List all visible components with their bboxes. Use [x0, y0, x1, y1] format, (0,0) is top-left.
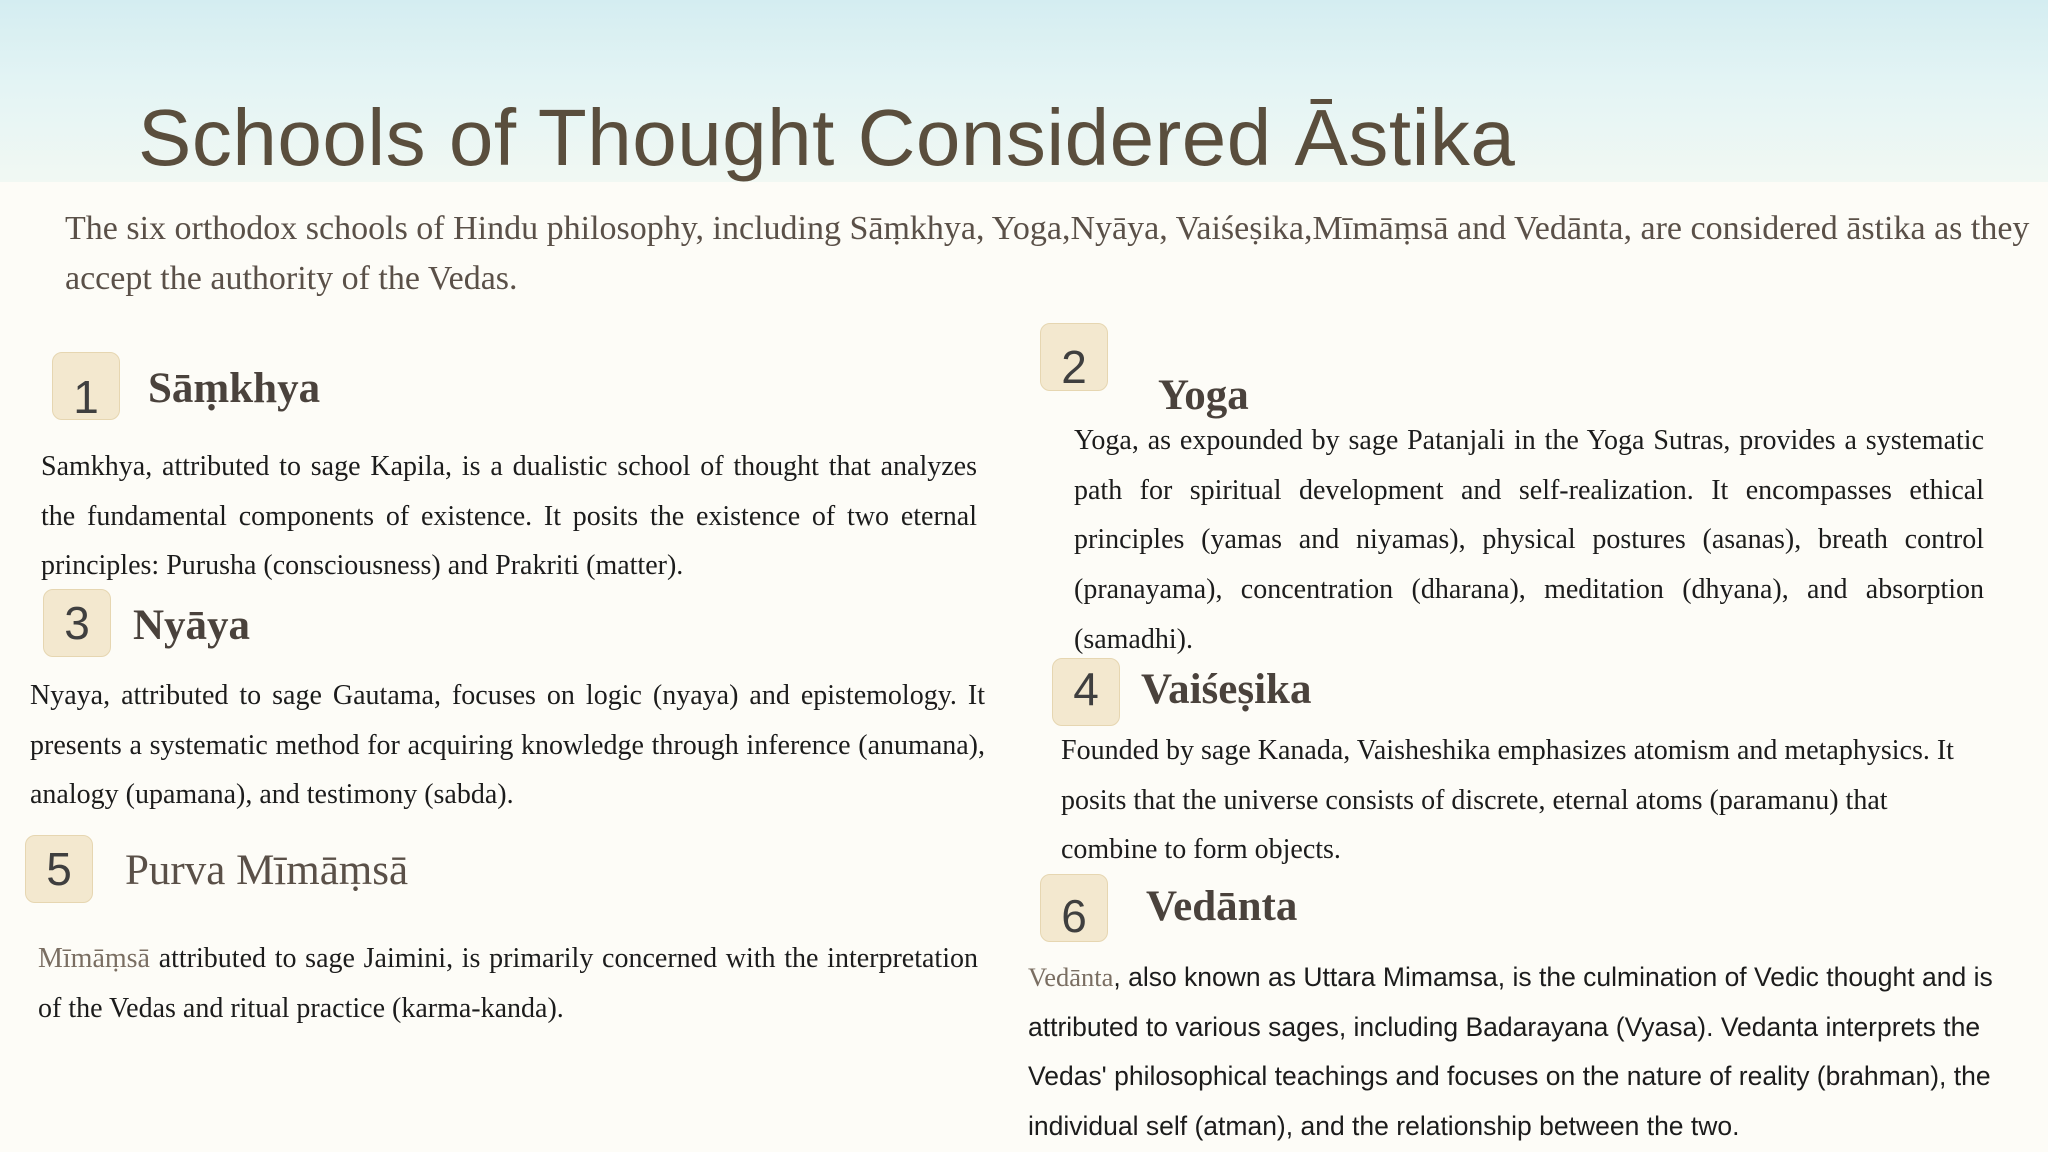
text-lead-mimamsa: Mīmāṃsā	[38, 943, 150, 974]
text-yoga: Yoga, as expounded by sage Patanjali in the Yoga Sutras, provides a systematic path for spiritual development and self-realization. It encompasses ethical principles (yamas and niyamas), physical postures (asanas), breath control (pranayama), concentration (dharana), meditation (dhyana), and absorption (samadhi).	[1074, 425, 1984, 655]
badge-5: 5	[25, 835, 93, 903]
badge-4: 4	[1052, 658, 1120, 726]
text-samkhya: Samkhya, attributed to sage Kapila, is a dualistic school of thought that analyzes the fundamental components of existence. It posits the existence of two eternal principles: Purusha (consciousness) and Prakriti (matter).	[41, 451, 977, 582]
heading-vaisesika: Vaiśeṣika	[1141, 666, 1312, 713]
badge-6: 6	[1040, 874, 1108, 942]
text-vedanta: Vedānta, also known as Uttara Mimamsa, is the culmination of Vedic thought and is attributed to various sages, including Badarayana (Vyasa). Vedanta interprets the Vedas' philosophical teachings and focuses on the nature of reality (brahman), the individual self (atman), and the relationship between the two.	[1028, 962, 1993, 1142]
text-vaisesika: Founded by sage Kanada, Vaisheshika emphasizes atomism and metaphysics. It posits that the universe consists of discrete, eternal atoms (paramanu) that combine to form objects.	[1061, 735, 1954, 866]
slide-title: Schools of Thought Considered Āstika	[138, 93, 1516, 182]
badge-3: 3	[43, 589, 111, 657]
heading-samkhya: Sāṃkhya	[148, 365, 321, 412]
heading-vedanta: Vedānta	[1146, 883, 1298, 930]
text-purva-mimamsa: Mīmāṃsā attributed to sage Jaimini, is primarily concerned with the interpretation of the Vedas and ritual practice (karma-kanda).	[38, 943, 978, 1024]
text-lead-vedanta: Vedānta	[1028, 962, 1114, 992]
badge-1: 1	[52, 352, 120, 420]
badge-2: 2	[1040, 323, 1108, 391]
heading-nyaya: Nyāya	[133, 602, 251, 649]
text-nyaya: Nyaya, attributed to sage Gautama, focuses on logic (nyaya) and epistemology. It presents a systematic method for acquiring knowledge through inference (anumana), analogy (upamana), and testimony (sabda).	[30, 680, 985, 811]
intro-paragraph: The six orthodox schools of Hindu philosophy, including Sāṃkhya, Yoga,Nyāya, Vaiśeṣika,Mīmāṃsā and Vedānta, are considered āstika as they accept the authority of the Vedas.	[65, 210, 2030, 297]
heading-yoga: Yoga	[1158, 372, 1249, 419]
heading-purva-mimamsa: Purva Mīmāṃsā	[125, 847, 409, 894]
